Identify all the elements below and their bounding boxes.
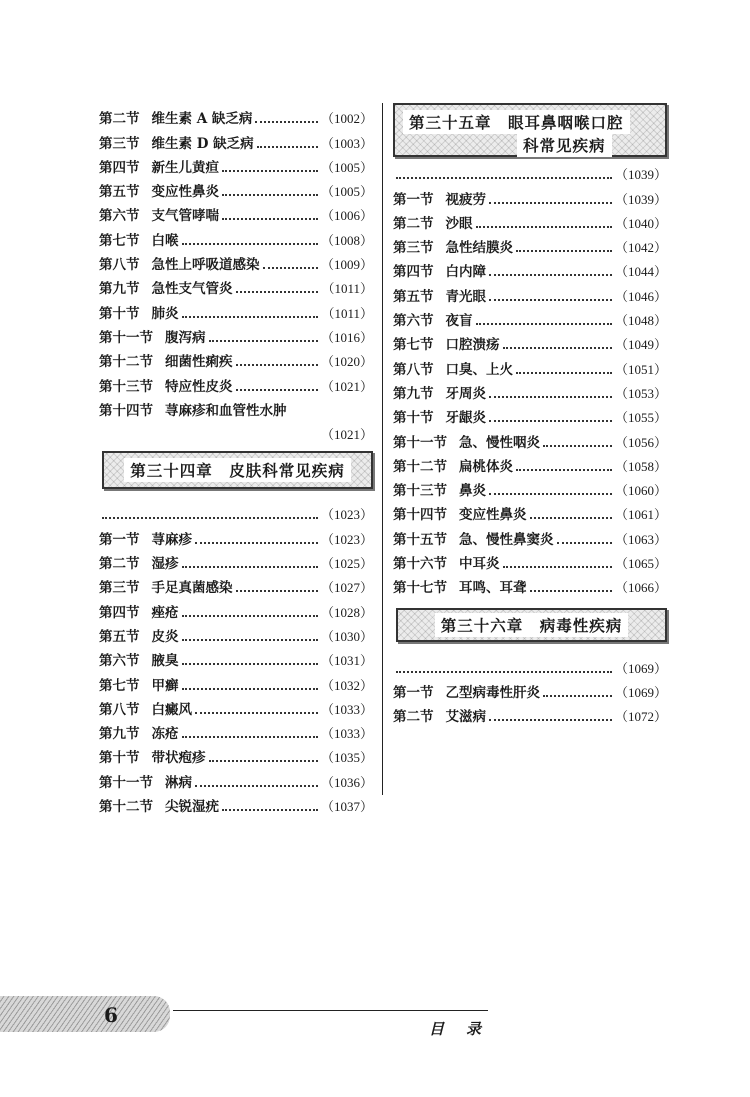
- toc-entry[interactable]: [99, 224, 373, 248]
- toc-entry-title: 支气管哮喘: [151, 208, 219, 225]
- leader-dots: [489, 719, 612, 721]
- toc-list-dermatology: [99, 523, 373, 815]
- leader-dots: [222, 218, 318, 220]
- leader-dots: [476, 323, 612, 325]
- toc-section-number: 第十二节: [99, 354, 153, 371]
- leader-dots: [236, 291, 319, 293]
- toc-section-number: 第九节: [99, 726, 140, 743]
- toc-page-number: （1033）: [320, 701, 373, 717]
- toc-list-ent: [393, 183, 667, 596]
- toc-page-number: （1011）: [321, 305, 373, 321]
- toc-entry[interactable]: [393, 232, 667, 256]
- toc-entry-title: 夜盲: [445, 313, 473, 330]
- toc-page-number: （1005）: [320, 159, 373, 175]
- toc-page-number: （1042）: [614, 240, 667, 256]
- toc-page-number: （1021）: [320, 378, 373, 394]
- toc-entry[interactable]: [99, 103, 373, 127]
- leader-dots: [222, 194, 318, 196]
- chapter-page-row[interactable]: [393, 159, 667, 183]
- toc-page-number: （1069）: [614, 660, 667, 676]
- leader-dots: [102, 517, 318, 519]
- toc-list-viral: [393, 677, 667, 726]
- toc-section-number: 第十一节: [99, 329, 153, 346]
- chapter-title-line2: 科常见疾病: [517, 133, 612, 157]
- leader-dots: [489, 202, 612, 204]
- toc-entry[interactable]: [99, 346, 373, 370]
- toc-entry[interactable]: [99, 200, 373, 224]
- toc-entry[interactable]: [99, 395, 373, 419]
- toc-entry[interactable]: [99, 127, 373, 151]
- toc-entry[interactable]: [393, 572, 667, 596]
- toc-entry[interactable]: [99, 370, 373, 394]
- leader-dots: [182, 736, 318, 738]
- toc-entry-title: 视疲劳: [445, 191, 486, 208]
- toc-entry-title: 细菌性痢疾: [165, 354, 233, 371]
- toc-entry[interactable]: [99, 645, 373, 669]
- chapter-heading-box[interactable]: [393, 103, 667, 157]
- page-number-tab: [0, 996, 170, 1032]
- leader-dots: [255, 121, 318, 123]
- toc-section-number: 第十四节: [99, 402, 153, 419]
- toc-entry-title: 牙龈炎: [445, 410, 486, 427]
- toc-entry[interactable]: [99, 249, 373, 273]
- toc-entry[interactable]: [99, 596, 373, 620]
- leader-dots: [195, 542, 318, 544]
- toc-entry[interactable]: [99, 176, 373, 200]
- toc-entry-title: 口腔溃疡: [445, 337, 500, 354]
- toc-entry[interactable]: [393, 280, 667, 304]
- toc-section-number: 第十节: [99, 305, 140, 322]
- toc-entry-title: 新生儿黄疸: [151, 159, 219, 176]
- toc-entry-title: 变应性鼻炎: [151, 184, 219, 201]
- toc-entry-title: 急、慢性鼻窦炎: [459, 531, 554, 548]
- toc-entry[interactable]: [393, 256, 667, 280]
- toc-entry-title: 甲癣: [151, 677, 179, 694]
- leader-dots: [503, 566, 612, 568]
- toc-entry-title: 肺炎: [151, 305, 179, 322]
- toc-entry-title: 耳鸣、耳聋: [459, 580, 527, 597]
- toc-entry[interactable]: [393, 353, 667, 377]
- leader-dots: [236, 590, 318, 592]
- toc-entry[interactable]: [393, 701, 667, 725]
- toc-page-number: （1031）: [320, 653, 373, 669]
- toc-entry[interactable]: [99, 694, 373, 718]
- toc-page-number: （1039）: [614, 167, 667, 183]
- toc-page-number: （1066）: [614, 580, 667, 596]
- toc-section-number: 第十四节: [393, 507, 447, 524]
- toc-entry-title: 沙眼: [445, 215, 473, 232]
- toc-entry[interactable]: [393, 499, 667, 523]
- leader-dots: [263, 267, 318, 269]
- toc-section-number: 第十节: [393, 410, 434, 427]
- toc-section-number: 第五节: [99, 184, 140, 201]
- toc-entry[interactable]: [99, 791, 373, 815]
- toc-section-number: 第十五节: [393, 531, 447, 548]
- toc-section-number: 第十一节: [393, 434, 447, 451]
- toc-page-number: （1023）: [320, 531, 373, 547]
- toc-entry-title: 荨麻疹和血管性水肿: [165, 402, 287, 419]
- toc-page-number: （1072）: [614, 709, 667, 725]
- toc-page-number: （1002）: [320, 111, 373, 127]
- toc-entry[interactable]: [393, 548, 667, 572]
- toc-page-number: （1040）: [614, 215, 667, 231]
- leader-dots: [182, 566, 318, 568]
- toc-page-number: （1028）: [320, 604, 373, 620]
- toc-entry[interactable]: [393, 305, 667, 329]
- toc-entry-title: 特应性皮炎: [165, 378, 233, 395]
- toc-page-number: （1051）: [614, 361, 667, 377]
- toc-entry-title: 冻疮: [151, 726, 179, 743]
- toc-page-number: （1016）: [320, 329, 373, 345]
- toc-entry[interactable]: [99, 572, 373, 596]
- column-divider: [382, 103, 383, 795]
- toc-entry-title: 湿疹: [151, 556, 179, 573]
- toc-section-number: 第九节: [99, 281, 140, 298]
- toc-section-number: 第三节: [393, 240, 434, 257]
- toc-page-number: （1035）: [320, 750, 373, 766]
- toc-page-number: （1025）: [320, 556, 373, 572]
- toc-page-number: （1049）: [614, 337, 667, 353]
- toc-entry[interactable]: [99, 718, 373, 742]
- leader-dots: [236, 389, 318, 391]
- toc-page-number: （1037）: [320, 799, 373, 815]
- toc-page-number: （1020）: [320, 354, 373, 370]
- toc-entry-title: 尖锐湿疣: [165, 799, 219, 816]
- leader-dots: [489, 299, 612, 301]
- toc-section-number: 第十二节: [393, 458, 447, 475]
- leader-dots: [489, 396, 612, 398]
- toc-section-number: 第十六节: [393, 556, 447, 573]
- toc-page-number: （1065）: [614, 556, 667, 572]
- toc-entry-title: 手足真菌感染: [151, 580, 233, 597]
- toc-entry[interactable]: [99, 669, 373, 693]
- toc-page-number: （1033）: [320, 726, 373, 742]
- leader-dots: [209, 760, 318, 762]
- toc-entry[interactable]: [393, 402, 667, 426]
- toc-entry-title: 艾滋病: [445, 709, 486, 726]
- toc-entry-title: 急性结膜炎: [445, 240, 513, 257]
- toc-section-number: 第六节: [99, 208, 140, 225]
- toc-section-number: 第三节: [99, 135, 140, 152]
- toc-section-number: 第一节: [393, 191, 434, 208]
- leader-dots: [182, 688, 318, 690]
- toc-page-number: （1030）: [320, 628, 373, 644]
- toc-page-number: （1056）: [614, 434, 667, 450]
- toc-section-number: 第四节: [393, 264, 434, 281]
- toc-section-number: 第五节: [393, 288, 434, 305]
- toc-page-number: （1044）: [614, 264, 667, 280]
- toc-section-number: 第十七节: [393, 580, 447, 597]
- leader-dots: [530, 517, 612, 519]
- toc-section-number: 第二节: [99, 111, 140, 128]
- toc-section-number: 第二节: [393, 215, 434, 232]
- leader-dots: [222, 809, 318, 811]
- toc-page-number: （1023）: [320, 507, 373, 523]
- toc-entry-title: 乙型病毒性肝炎: [445, 684, 540, 701]
- leader-dots: [516, 469, 612, 471]
- toc-page-number: （1027）: [320, 580, 373, 596]
- toc-section-number: 第八节: [99, 701, 140, 718]
- toc-entry-title: 急性支气管炎: [151, 281, 233, 298]
- toc-entry-continuation[interactable]: [99, 419, 373, 443]
- toc-entry[interactable]: [393, 208, 667, 232]
- leader-dots: [503, 347, 612, 349]
- toc-page-number: （1032）: [320, 677, 373, 693]
- toc-section-number: 第五节: [99, 628, 140, 645]
- toc-entry-title: 急、慢性咽炎: [459, 434, 540, 451]
- toc-entry[interactable]: [99, 766, 373, 790]
- toc-entry-title: 带状疱疹: [151, 750, 206, 767]
- toc-page-number: （1039）: [614, 191, 667, 207]
- leader-dots: [489, 420, 612, 422]
- toc-page-number: （1069）: [614, 684, 667, 700]
- chapter-page-row[interactable]: [99, 499, 373, 523]
- leader-dots: [195, 712, 318, 714]
- leader-dots: [530, 590, 612, 592]
- chapter-title: 第三十六章 病毒性疾病: [435, 613, 629, 637]
- toc-entry-title: 腋臭: [151, 653, 179, 670]
- leader-dots: [543, 445, 612, 447]
- leader-dots: [476, 226, 612, 228]
- toc-page-number: （1021）: [320, 427, 373, 443]
- toc-page-number: （1060）: [614, 483, 667, 499]
- leader-dots: [557, 542, 612, 544]
- toc-page-number: （1006）: [320, 208, 373, 224]
- leader-dots: [396, 177, 612, 179]
- toc-page-number: （1058）: [614, 458, 667, 474]
- leader-dots: [396, 671, 612, 673]
- toc-entry-title: 急性上呼吸道感染: [151, 257, 260, 274]
- chapter-page-row[interactable]: [393, 652, 667, 676]
- toc-entry[interactable]: [393, 183, 667, 207]
- toc-entry[interactable]: [393, 677, 667, 701]
- toc-section-number: 第七节: [99, 232, 140, 249]
- toc-entry-title: 白喉: [151, 232, 179, 249]
- leader-dots: [236, 364, 318, 366]
- toc-entry-title: 鼻炎: [459, 483, 486, 500]
- toc-section-number: 第十三节: [99, 378, 153, 395]
- toc-page-number: （1046）: [614, 288, 667, 304]
- toc-page-number: （1036）: [320, 774, 373, 790]
- toc-entry-title: 荨麻疹: [151, 531, 192, 548]
- toc-page-number: （1005）: [320, 184, 373, 200]
- toc-entry-title: 中耳炎: [459, 556, 500, 573]
- chapter-title-line1: 第三十五章 眼耳鼻咽喉口腔: [403, 110, 630, 134]
- toc-section-number: 第八节: [393, 361, 434, 378]
- toc-section-number: 第四节: [99, 604, 140, 621]
- leader-dots: [489, 493, 612, 495]
- toc-section-number: 第六节: [393, 313, 434, 330]
- toc-entry[interactable]: [99, 523, 373, 547]
- toc-entry[interactable]: [393, 378, 667, 402]
- toc-entry-title: 扁桃体炎: [459, 458, 513, 475]
- toc-entry-title: 淋病: [165, 774, 192, 791]
- page-number: 6: [104, 1003, 118, 1027]
- toc-entry[interactable]: [99, 548, 373, 572]
- toc-section-number: 第七节: [393, 337, 434, 354]
- toc-section-number: 第三节: [99, 580, 140, 597]
- toc-section-number: 第十三节: [393, 483, 447, 500]
- toc-entry-title: 白癜风: [151, 701, 192, 718]
- toc-entry[interactable]: [99, 297, 373, 321]
- leader-dots: [516, 372, 612, 374]
- toc-page-number: （1011）: [321, 281, 373, 297]
- toc-page-number: （1009）: [320, 257, 373, 273]
- toc-entry[interactable]: [393, 329, 667, 353]
- toc-entry[interactable]: [99, 273, 373, 297]
- toc-entry-title: 变应性鼻炎: [459, 507, 527, 524]
- toc-section-number: 第二节: [99, 556, 140, 573]
- toc-page-number: （1003）: [320, 135, 373, 151]
- leader-dots: [182, 316, 319, 318]
- toc-page-number: （1061）: [614, 507, 667, 523]
- toc-right-column: [393, 103, 667, 725]
- leader-dots: [182, 639, 318, 641]
- toc-section-number: 第十一节: [99, 774, 153, 791]
- toc-entry-title: 腹泻病: [165, 329, 206, 346]
- toc-page-number: （1008）: [320, 232, 373, 248]
- toc-entry[interactable]: [99, 742, 373, 766]
- toc-page-number: （1048）: [614, 313, 667, 329]
- toc-entry-title: 口臭、上火: [445, 361, 513, 378]
- leader-dots: [182, 615, 318, 617]
- toc-section-number: 第六节: [99, 653, 140, 670]
- toc-section-number: 第七节: [99, 677, 140, 694]
- chapter-title: 第三十四章 皮肤科常见疾病: [124, 458, 351, 482]
- toc-page-number: （1055）: [614, 410, 667, 426]
- toc-entry[interactable]: [393, 426, 667, 450]
- toc-page-number: （1053）: [614, 385, 667, 401]
- toc-section-number: 第四节: [99, 159, 140, 176]
- toc-entry-title: 青光眼: [445, 288, 486, 305]
- toc-entry[interactable]: [99, 152, 373, 176]
- toc-entry[interactable]: [393, 451, 667, 475]
- toc-section-number: 第八节: [99, 257, 140, 274]
- toc-entry-title: 牙周炎: [445, 385, 486, 402]
- toc-section-number: 第十二节: [99, 799, 153, 816]
- toc-entry-title: 维生素 D 缺乏病: [151, 135, 254, 152]
- toc-section-number: 第十节: [99, 750, 140, 767]
- leader-dots: [182, 663, 318, 665]
- toc-section-number: 第九节: [393, 385, 434, 402]
- toc-entry-title: 白内障: [445, 264, 486, 281]
- leader-dots: [489, 274, 612, 276]
- leader-dots: [182, 243, 318, 245]
- toc-entry-title: 痤疮: [151, 604, 179, 621]
- leader-dots: [209, 340, 318, 342]
- leader-dots: [516, 250, 612, 252]
- toc-entry-title: 维生素 A 缺乏病: [151, 111, 253, 128]
- toc-entry[interactable]: [393, 475, 667, 499]
- toc-left-column: [99, 103, 373, 815]
- toc-entry[interactable]: [99, 322, 373, 346]
- leader-dots: [257, 146, 318, 148]
- toc-section-number: 第二节: [393, 709, 434, 726]
- toc-entry-title: 皮炎: [151, 628, 179, 645]
- toc-section-number: 第一节: [99, 531, 140, 548]
- running-head: 目录: [429, 1020, 504, 1038]
- toc-list-pediatrics: [99, 103, 373, 443]
- chapter-heading-box[interactable]: [102, 451, 373, 489]
- leader-dots: [222, 170, 318, 172]
- toc-section-number: 第一节: [393, 684, 434, 701]
- toc-entry[interactable]: [99, 621, 373, 645]
- chapter-heading-box[interactable]: [396, 608, 667, 642]
- leader-dots: [543, 695, 612, 697]
- footer-rule: [173, 1010, 488, 1011]
- toc-entry[interactable]: [393, 523, 667, 547]
- toc-page-number: （1063）: [614, 531, 667, 547]
- leader-dots: [195, 785, 318, 787]
